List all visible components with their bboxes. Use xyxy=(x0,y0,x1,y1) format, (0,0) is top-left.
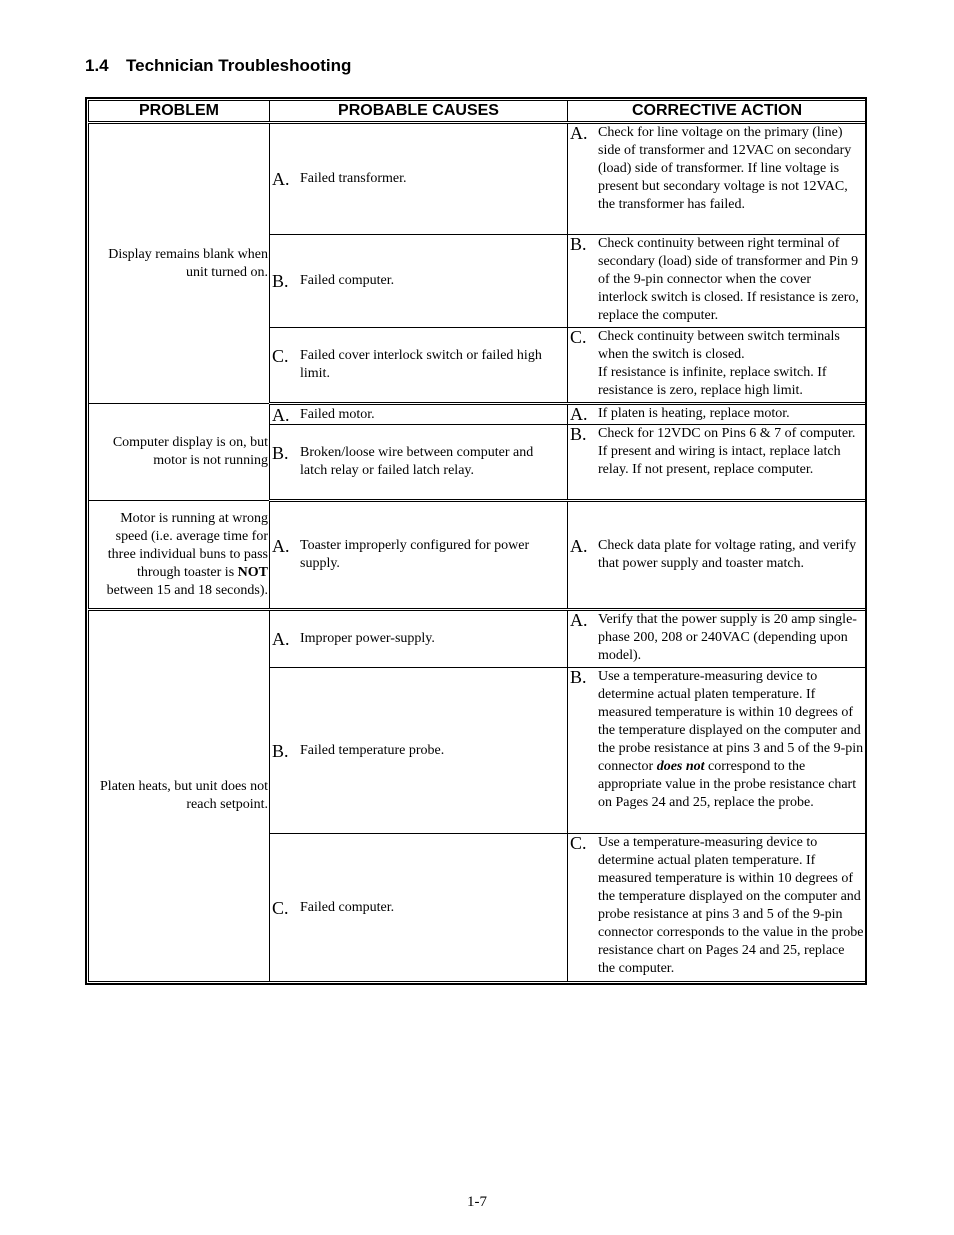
action-text: Verify that the power supply is 20 amp single-phase 200, 208 or 240VAC (depending upon model). xyxy=(598,612,857,663)
problem-text-part1: Motor is running at wrong speed (i.e. average time for three individual buns to pass through toaster is xyxy=(107,510,268,580)
cause-letter: A. xyxy=(272,629,290,649)
cause-cell xyxy=(270,123,568,235)
problem-text-bold: NOT xyxy=(237,564,268,580)
cause-text: Failed computer. xyxy=(300,273,395,288)
action-text: Use a temperature-measuring device to determine actual platen temperature. If measured temperature is within 10 degrees of the temperature displayed on the computer and probe resistance at pins 3 and 5 of the 9-pin connector corresponds to the value in the probe resistance chart on Pages 24 and 25, replace the computer. xyxy=(598,835,864,976)
problem-cell: Computer display is on, but motor is not running xyxy=(89,404,270,501)
action-letter: A. xyxy=(570,536,588,556)
cause-cell xyxy=(270,404,568,425)
action-text-emphasis: does not xyxy=(656,759,705,774)
action-cell xyxy=(568,235,867,328)
page-number: 1-7 xyxy=(467,1194,487,1210)
action-text-part1: Use a temperature-measuring device to determine actual platen temperature. If measured temperature is within 10 degrees of the temperature displayed on the computer and the probe resistance at pins 3 and 5 of the 9-pin connector xyxy=(598,669,864,774)
cause-letter: B. xyxy=(272,740,289,761)
cause-cell xyxy=(270,610,568,668)
action-cell xyxy=(568,425,867,501)
cause-text: Broken/loose wire between computer and latch relay or failed latch relay. xyxy=(300,445,534,478)
action-text: Check for line voltage on the primary (line) side of transformer and 12VAC on secondary (load) side of transformer. If line voltage is present but secondary voltage is not 12VAC, the transformer has failed. xyxy=(598,125,852,212)
table-row xyxy=(89,610,867,668)
cause-letter: A. xyxy=(272,536,290,556)
table-header-row xyxy=(89,101,867,123)
cause-cell xyxy=(270,668,568,834)
cause-letter: C. xyxy=(272,897,289,918)
troubleshooting-table xyxy=(88,100,867,982)
cause-letter: A. xyxy=(272,169,290,189)
action-letter: A. xyxy=(570,123,588,143)
action-cell xyxy=(568,328,867,404)
action-text xyxy=(598,328,864,400)
action-cell xyxy=(568,834,867,982)
action-text: Check data plate for voltage rating, and verify that power supply and toaster match. xyxy=(598,538,857,571)
cause-letter: A. xyxy=(272,404,290,425)
action-letter: B. xyxy=(570,667,587,687)
cause-text: Failed motor. xyxy=(300,406,375,422)
table-row xyxy=(89,404,867,425)
action-cell xyxy=(568,404,867,425)
action-text-line1: Check continuity between switch terminals when the switch is closed. xyxy=(598,329,840,362)
header-corrective-action: CORRECTIVE ACTION xyxy=(568,101,867,123)
cause-letter: C. xyxy=(272,346,289,366)
action-letter: C. xyxy=(570,833,587,853)
cause-cell xyxy=(270,328,568,404)
action-text: Check for 12VDC on Pins 6 & 7 of computer. If present and wiring is intact, replace latch relay. If not present, replace computer. xyxy=(598,426,856,477)
action-letter: B. xyxy=(570,424,587,444)
cause-text: Failed transformer. xyxy=(300,171,407,186)
cause-text: Failed cover interlock switch or failed high limit. xyxy=(300,348,542,381)
action-cell xyxy=(568,501,867,610)
cause-cell xyxy=(270,834,568,982)
problem-cell xyxy=(89,501,270,610)
action-letter: A. xyxy=(570,610,588,630)
cause-text: Improper power-supply. xyxy=(300,631,435,646)
problem-cell: Display remains blank when unit turned on. xyxy=(89,123,270,404)
cause-cell xyxy=(270,235,568,328)
action-text: If platen is heating, replace motor. xyxy=(598,406,790,421)
action-cell xyxy=(568,610,867,668)
action-cell xyxy=(568,123,867,235)
action-letter: C. xyxy=(570,327,587,347)
section-number: 1.4 xyxy=(85,56,109,75)
table-row xyxy=(89,123,867,235)
problem-cell: Platen heats, but unit does not reach setpoint. xyxy=(89,610,270,982)
header-problem: PROBLEM xyxy=(89,101,270,123)
cause-text: Failed computer. xyxy=(300,899,395,915)
cause-cell xyxy=(270,425,568,501)
action-text-line2: If resistance is infinite, replace switch. If resistance is zero, replace high limit. xyxy=(598,365,827,398)
section-title-text: Technician Troubleshooting xyxy=(126,56,352,75)
action-letter: A. xyxy=(570,404,588,424)
action-text-part2: correspond to the appropriate value in the probe resistance chart on Pages 24 and 25, replace the probe. xyxy=(598,759,857,810)
action-text: Check continuity between right terminal of secondary (load) side of transformer and Pin 9 of the 9-pin connector when the cover interlock switch is closed. If resistance is zero, replace the computer. xyxy=(598,236,859,323)
action-text xyxy=(598,668,864,812)
cause-letter: B. xyxy=(272,271,289,291)
cause-letter: B. xyxy=(272,443,289,463)
action-letter: B. xyxy=(570,234,587,254)
section-title xyxy=(85,56,351,76)
troubleshooting-table-frame xyxy=(85,97,867,985)
problem-text-part2: between 15 and 18 seconds). xyxy=(106,582,268,598)
action-cell xyxy=(568,668,867,834)
cause-text: Failed temperature probe. xyxy=(300,742,445,758)
cause-cell xyxy=(270,501,568,610)
cause-text: Toaster improperly configured for power supply. xyxy=(300,538,530,571)
table-row xyxy=(89,501,867,610)
header-probable-causes: PROBABLE CAUSES xyxy=(270,101,568,123)
